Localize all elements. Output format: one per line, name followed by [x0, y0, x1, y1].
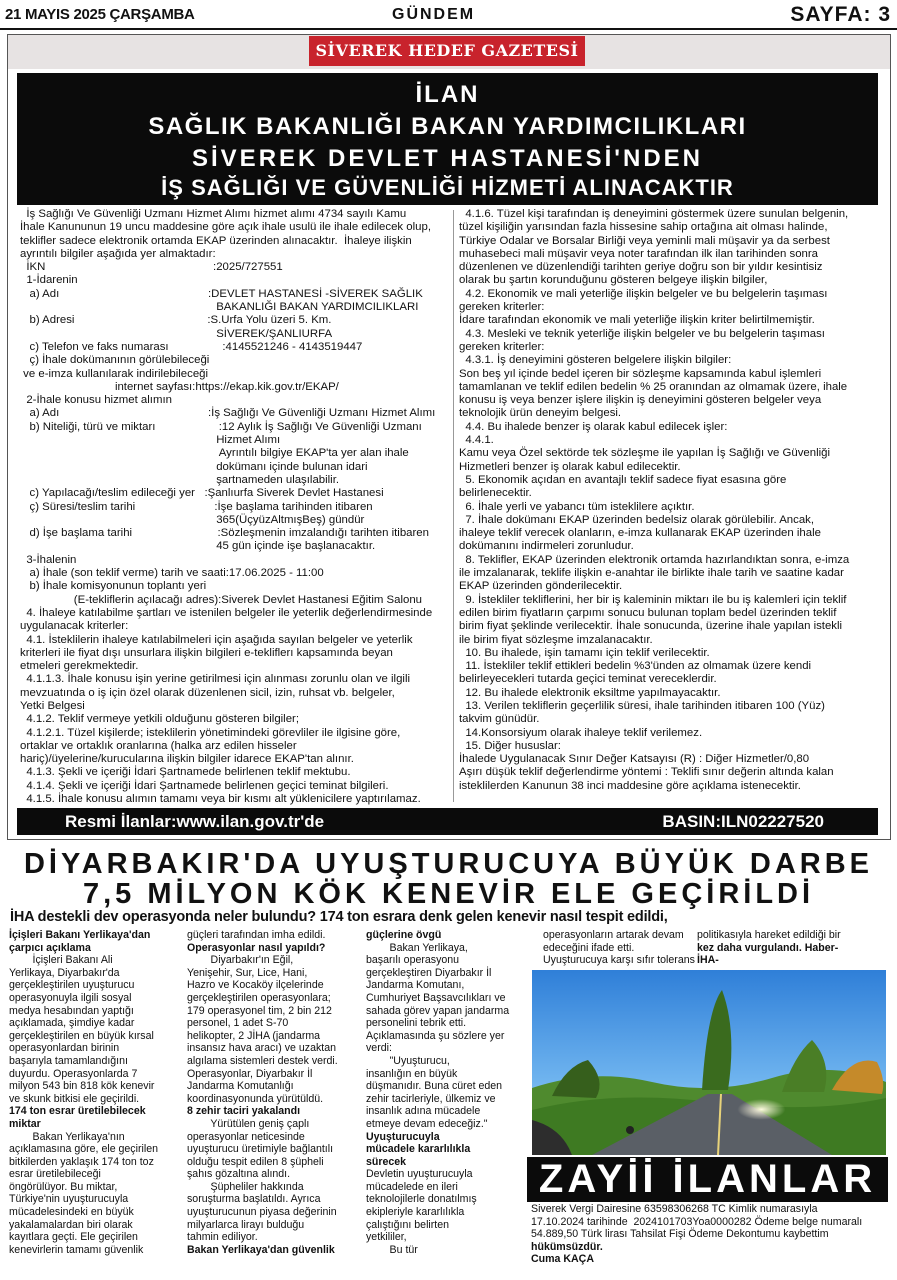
- news-text-line: operasyonlar neticesinde: [187, 1130, 305, 1143]
- news-text-line: zehir tacirleriyle, ülkemiz ve: [366, 1092, 496, 1105]
- ad-text-line: ile birim fiyat sözleşme imzalanacaktır.: [459, 633, 653, 646]
- ad-text-line: Ayrıntılı bilgiye EKAP'ta yer alan ihale: [20, 447, 409, 460]
- ad-text-line: gereken kriterler:: [459, 301, 545, 314]
- news-text-line: milyarlarca lirayı bulduğu: [187, 1218, 305, 1231]
- ad-left-column: [20, 208, 450, 806]
- news-headline-2: 7,5 MİLYON KÖK KENEVİR ELE GEÇİRİLDİ: [82, 878, 815, 910]
- news-text-line: sürecek: [366, 1155, 407, 1168]
- classified-text-line: Siverek Vergi Dairesine 63598306268 TC Kimlik numarasıyla: [531, 1203, 818, 1215]
- ad-text-line: 4.1.2.1. Tüzel kişilerde; isteklilerin yönetimindeki görevliler ile ilgisine göre,: [20, 726, 401, 739]
- news-text-line: çalıştığını belirten: [366, 1218, 450, 1231]
- ad-text-line: (E-tekliflerin açılacağı adres):Siverek Devlet Hastanesi Eğitim Salonu: [20, 593, 422, 606]
- news-text-line: teknolojilerle donatılmış: [366, 1193, 477, 1206]
- news-text-line: açıklamada, şimdiye kadar: [9, 1017, 135, 1030]
- ad-text-line: 11. İstekliler teklif ettikleri bedelin %3'ünden az olmamak üzere kendi: [459, 660, 812, 673]
- news-text-line: ekipleriyle kararlılıkla: [366, 1206, 465, 1219]
- ad-text-line: internet sayfası:https://ekap.kik.gov.tr/EKAP/: [20, 380, 339, 393]
- ad-text-line: 2-İhale konusu hizmet alımın: [20, 394, 172, 407]
- news-text-line: Uyuşturucuya karşı sıfır tolerans: [543, 954, 695, 967]
- news-column-4: [543, 929, 696, 967]
- ad-text-line: Kamu veya Özel sektörde tek sözleşme ile yapılan İş Sağlığı ve Güvenliği: [459, 447, 831, 460]
- official-ads-link[interactable]: Resmi İlanlar:www.ilan.gov.tr'de: [65, 812, 325, 831]
- news-text-line: Uyuşturucuyla: [366, 1130, 440, 1143]
- news-text-line: insansız hava aracı) ve uzaktan: [187, 1042, 336, 1055]
- ad-title-line2: SAĞLIK BAKANLIĞI BAKAN YARDIMCILIKLARI: [148, 113, 747, 140]
- news-text-line: uyuşturucunun piyasa değerinin: [187, 1206, 337, 1219]
- ad-text-line: EKAP üzerinden gönderilecektir.: [459, 580, 623, 593]
- ad-text-line: ç) İhale dokümanının görülebileceği: [20, 354, 210, 367]
- ad-text-line: b) Niteliği, türü ve miktarı :12 Aylık İş Sağlığı Ve Güvenliği Uzmanı: [20, 420, 422, 433]
- ad-text-line: İş Sağlığı Ve Güvenliği Uzmanı Hizmet Alımı hizmet alımı 4734 sayılı Kamu: [20, 208, 407, 220]
- header-rule: [0, 28, 897, 30]
- news-text-line: gerçekleştirilen en büyük kırsal: [9, 1029, 154, 1042]
- news-text-line: Yürütülen geniş çaplı: [187, 1117, 310, 1130]
- section-name: GÜNDEM: [392, 6, 476, 23]
- ad-text-line: 45 gün içinde işe başlanacaktır.: [20, 540, 376, 553]
- ad-text-line: 14.Konsorsiyum olarak ihaleye teklif verilemez.: [459, 726, 703, 739]
- ad-text-line: 4.1.2. Teklif vermeye yetkili olduğunu gösteren bilgiler;: [20, 713, 300, 726]
- ad-text-line: 3-İhalenin: [20, 553, 77, 566]
- ad-text-line: İKN :2025/727551: [20, 261, 283, 274]
- ad-title-line3: SİVEREK DEVLET HASTANESİ'NDEN: [192, 145, 703, 172]
- news-text-line: Jandarma Komutanlığı: [187, 1080, 294, 1093]
- news-text-line: tahmin ediliyor.: [187, 1231, 258, 1244]
- classified-text-line: hükümsüzdür.: [531, 1240, 603, 1253]
- news-text-line: 174 ton esrar üretilebilecek: [9, 1105, 146, 1118]
- ad-text-line: teklifler sadece elektronik ortamda EKAP üzerinden alınacaktır. İhaleye ilişkin: [20, 234, 412, 247]
- news-text-line: soruşturma başlatıldı. Ayrıca: [187, 1193, 321, 1206]
- ad-text-line: ihaleye teklif verecek olanların, e-imza kullanarak EKAP üzerinden ihale: [459, 527, 821, 540]
- ad-text-line: İhale Kanununun 19 uncu maddesine göre açık ihale usulü ile ihale edilecek olup,: [20, 221, 431, 234]
- classifieds-banner: ZAYİİ İLANLAR: [527, 1157, 888, 1202]
- ad-text-line: Yetki Belgesi: [20, 699, 85, 712]
- ad-text-line: 1-İdarenin: [20, 274, 78, 287]
- ad-text-line: uygulanacak kriterler:: [20, 620, 129, 633]
- news-column-3: [366, 929, 538, 1256]
- ad-text-line: İdare tarafından ekonomik ve mali yeterliğe ilişkin kriter belirtilmemiştir.: [459, 314, 815, 327]
- ad-text-line: ile imzalanarak, teklife ilişkin e-anahtar ile birlikte ihale tarih ve saatine kadar: [459, 567, 844, 580]
- photo-illustration: [532, 970, 886, 1155]
- classified-text-line: 17.10.2024 tarihinde 2024101703Yoa0000282 Ödeme belge numaralı: [531, 1215, 863, 1228]
- news-text-line: yetkililer,: [366, 1231, 407, 1244]
- ad-text-line: 13. Verilen tekliflerin geçerlilik süresi, ihale tarihinden itibaren 100 (Yüz): [459, 699, 825, 712]
- ad-text-line: 6. İhale yerli ve yabancı tüm isteklilere açıktır.: [459, 500, 695, 513]
- news-text-line: edeceğini ifade etti.: [543, 941, 635, 954]
- ad-text-line: 12. Bu ihalede elektronik eksiltme yapılmayacaktır.: [459, 686, 721, 699]
- ad-text-line: ç) Süresi/teslim tarihi :İşe başlama tarihinden itibaren: [20, 500, 373, 513]
- news-text-line: şahıs gözaltına alındı.: [187, 1168, 291, 1181]
- news-text-line: etmeye devam edeceğiz.": [366, 1117, 488, 1130]
- news-text-line: Operasyonlar, Diyarbakır İl: [187, 1067, 313, 1080]
- ad-text-line: 4.1.1.3. İhale konusu işin yerine getirilmesi için alınması zorunlu olan ve ilgili: [20, 673, 411, 686]
- ad-text-line: 4.1.4. Şekli ve içeriği İdari Şartnamede belirlenen geçici teminat bilgileri.: [20, 779, 389, 792]
- news-text-line: başarılı operasyonu: [366, 954, 460, 967]
- news-text-line: Şüpheliler hakkında: [187, 1180, 304, 1193]
- ad-text-line: Aşırı düşük teklif değerlendirme yöntemi : Teklifi sınır değerin altında kalan: [459, 766, 834, 779]
- ad-text-line: Hizmetleri benzer iş olarak kabul edilecektir.: [459, 460, 681, 473]
- news-text-line: Yenişehir, Sur, Lice, Hani,: [187, 966, 308, 979]
- ad-text-line: b) Adresi :S.Urfa Yolu üzeri 5. Km.: [20, 314, 332, 327]
- ad-text-line: 9. İstekliler tekliflerini, her bir iş kaleminin miktarı ile bu iş kalemleri için teklif: [459, 593, 847, 606]
- news-text-line: mücadele kararlılıkla: [366, 1143, 471, 1156]
- news-subheadline: İHA destekli dev operasyonda neler bulundu? 174 ton esrara denk gelen kenevir nasıl tespit edildi,: [10, 909, 668, 925]
- ad-text-line: 4.1.6. Tüzel kişi tarafından iş deneyimini göstermek üzere sunulan belgenin,: [459, 208, 849, 220]
- news-text-line: yakalamalardan biri olarak: [9, 1218, 133, 1231]
- ad-text-line: 4.3.1. İş deneyimini gösteren belgelere ilişkin bilgiler:: [459, 354, 732, 367]
- page-header: [0, 0, 897, 30]
- news-text-line: Türkiye'nin uyuşturucuyla: [9, 1193, 129, 1206]
- news-text-line: öngörülüyor. Bu miktar,: [9, 1180, 118, 1193]
- news-text-line: algılama sistemleri destek verdi.: [187, 1054, 338, 1067]
- news-text-line: operasyonuyla ilgili sosyal: [9, 991, 132, 1004]
- ad-text-line: etmeleri gerekmektedir.: [20, 660, 139, 673]
- news-text-line: İçişleri Bakanı Yerlikaya'dan: [9, 929, 151, 941]
- ad-text-line: gereken kriterler:: [459, 340, 545, 353]
- news-text-line: 179 operasyonel tim, 2 bin 212: [187, 1004, 332, 1017]
- ad-text-line: isteklilerden Kanunun 38 inci maddesine göre açıklama istenecektir.: [459, 779, 801, 792]
- ad-text-line: ayrıntılı bilgiler aşağıda yer almaktadır:: [20, 247, 216, 260]
- ad-text-line: düzenlenen ve düzenlendiği tarihten geriye doğru son bir yıldır kesintisiz: [459, 261, 823, 274]
- ad-text-line: 4.4.1.: [459, 434, 494, 447]
- news-column-1: [9, 929, 184, 1256]
- ad-text-line: konusu iş veya benzer işlere ilişkin iş deneyimini gösteren belgeler veya: [459, 394, 822, 407]
- news-text-line: açıklamasına göre, ele geçirilen: [9, 1143, 158, 1156]
- news-text-line: güçleri tarafından imha edildi.: [187, 929, 326, 941]
- ad-text-line: d) İşe başlama tarihi :Sözleşmenin imzalandığı tarihten itibaren: [20, 527, 429, 540]
- ad-text-line: SİVEREK/ŞANLIURFA: [20, 327, 333, 340]
- news-text-line: gerçekleştirilen operasyonlara;: [187, 991, 331, 1004]
- ad-title-line4: İŞ SAĞLIĞI VE GÜVENLİĞİ HİZMETİ ALINACAKTIR: [161, 175, 734, 200]
- ad-text-line: tüzel kişiliğin yarısından fazla hissesine sahip ortağına ait olması halinde,: [459, 221, 828, 234]
- news-text-line: duyurdu. Operasyonlarda 7: [9, 1067, 138, 1080]
- news-text-line: insanlık adına mücadele: [366, 1105, 481, 1118]
- news-text-line: Devletin uyuşturucuyla: [366, 1168, 473, 1181]
- news-text-line: medya hesabından yaptığı: [9, 1004, 134, 1017]
- ad-title-box: [17, 73, 878, 205]
- ad-text-line: 7. İhale dokümanı EKAP üzerinden bedelsiz olarak görülebilir. Ancak,: [459, 513, 815, 526]
- news-text-line: Cumhuriyet Başsavcılıkları ve: [366, 991, 506, 1004]
- news-text-line: gerçekleştiren Diyarbakır İl: [366, 966, 492, 979]
- ad-text-line: ortaklar ve ortaklık oranlarına (halka arz edilen hisseler: [20, 739, 297, 752]
- news-text-line: operasyonların artarak devam: [543, 929, 684, 941]
- news-text-line: olduğu tespit edilen 8 şüpheli: [187, 1155, 324, 1168]
- ad-text-line: dokümanını indirmeleri zorunludur.: [459, 540, 634, 553]
- ad-text-line: İhalede Uygulanacak Sınır Değer Katsayısı (R) : Diğer Hizmetler/0,80: [459, 753, 810, 766]
- ad-text-line: 4. İhaleye katılabilme şartları ve istenilen belgeler ile yeterlik değerlendirmesinde: [20, 606, 433, 619]
- news-text-line: Bakan Yerlikaya,: [366, 941, 468, 954]
- news-text-line: çarpıcı açıklama: [9, 941, 91, 954]
- ad-text-line: Türkiye Odalar ve Borsalar Birliği veya yeminli mali müşavir ya da serbest: [459, 234, 830, 247]
- news-text-line: ve skunk bitkisi ele geçirildi.: [9, 1092, 140, 1105]
- ad-text-line: c) Yapılacağı/teslim edileceği yer :Şanlıurfa Siverek Devlet Hastanesi: [20, 487, 384, 500]
- news-text-line: uyuşturucu üretimiyle bağlantılı: [187, 1143, 334, 1156]
- news-text-line: personel, 1 adet S-70: [187, 1017, 289, 1030]
- road-landscape-photo: [532, 970, 886, 1155]
- news-text-line: personelini tebrik etti.: [366, 1017, 467, 1030]
- ad-text-line: olarak bu şartın korunduğunu gösteren belgeye ilişkin bilgiler,: [459, 274, 768, 287]
- news-text-line: esrar üretilebileceği: [9, 1168, 101, 1181]
- column-divider: [453, 210, 454, 802]
- ad-text-line: 15. Diğer hususlar:: [459, 739, 561, 752]
- ad-text-line: 10. Bu ihalede, işin tamamı için teklif verilecektir.: [459, 646, 710, 659]
- ad-text-line: dokümanı içinde bulunan idari: [20, 460, 368, 473]
- ad-text-line: 4.2. Ekonomik ve mali yeterliğe ilişkin belgeler ve bu belgelerin taşıması: [459, 287, 828, 300]
- ad-text-line: şartnameden ulaşılabilir.: [20, 473, 340, 486]
- news-text-line: Diyarbakır'ın Eğil,: [187, 954, 294, 967]
- news-text-line: operasyonlardan birinin: [9, 1042, 120, 1055]
- ad-text-line: edilen birim fiyatların çarpımı sonucu bulunan toplam bedel üzerinden teklif: [459, 606, 837, 619]
- ad-footer: [17, 808, 878, 835]
- news-text-line: Bakan Yerlikaya'dan güvenlik: [187, 1243, 335, 1256]
- classified-text-line: Cuma KAÇA: [531, 1253, 594, 1266]
- ad-text-line: belirlenecektir.: [459, 487, 532, 500]
- ad-text-line: kriterleri ile fiyat dışı unsurlara ilişkin bilgileri e-tekliflerı kapsamında beyan: [20, 646, 393, 659]
- news-column-5: [697, 929, 887, 967]
- masthead-label: SİVEREK HEDEF GAZETESİ: [309, 36, 585, 66]
- ad-text-line: belirleyecekleri tutarda geçici teminat vereceklerdir.: [459, 673, 717, 686]
- ad-text-line: c) Telefon ve faks numarası :4145521246 - 4143519447: [20, 340, 363, 353]
- news-column-2: [187, 929, 363, 1256]
- news-text-line: başarıyla tamamlandığını: [9, 1054, 128, 1067]
- ad-text-line: a) İhale (son teklif verme) tarih ve saati:17.06.2025 - 11:00: [20, 567, 324, 580]
- news-text-line: insanlığın en büyük: [366, 1067, 458, 1080]
- news-headline-1: DİYARBAKIR'DA UYUŞTURUCUYA BÜYÜK DARBE: [23, 848, 874, 880]
- news-text-line: kayıtlara geçti. Ele geçirilen: [9, 1231, 138, 1244]
- news-text-line: Bu tür: [366, 1243, 418, 1256]
- news-text-line: kenevirlerin tamamı güvenlik: [9, 1243, 144, 1256]
- news-text-line: mücadelede en ileri: [366, 1180, 458, 1193]
- news-text-line: milyon 543 bin 818 kök kenevir: [9, 1080, 155, 1093]
- ad-text-line: 4.1.3. Şekli ve içeriği İdari Şartnamede belirlenen teklif mektubu.: [20, 766, 351, 779]
- ad-text-line: 4.1.5. İhale konusu alımın tamamı veya bir kısmı alt yüklenicilere yaptırılamaz.: [20, 793, 421, 806]
- classified-text-line: 54.889,50 Türk lirası Tahsilat Fişi Ödeme Dekontumu kaybettim: [531, 1228, 829, 1241]
- news-text-line: Operasyonlar nasıl yapıldı?: [187, 941, 326, 954]
- classified-ad-text: [531, 1203, 891, 1266]
- news-text-line: helikopter, 2 JİHA (jandarma: [187, 1029, 321, 1042]
- news-text-line: güçlerine övgü: [366, 929, 442, 941]
- news-text-line: Yerlikaya, Diyarbakır'da: [9, 966, 120, 979]
- news-text-line: "Uyuşturucu,: [366, 1054, 450, 1067]
- ad-text-line: 8. Teklifler, EKAP üzerinden elektronik ortamda hazırlandıktan sonra, e-imza: [459, 553, 850, 566]
- ad-text-line: hariç)/üyelerine/kurucularına ilişkin bilgiler idarece EKAP'tan alınır.: [20, 753, 354, 766]
- issue-date: 21 MAYIS 2025 ÇARŞAMBA: [5, 6, 195, 23]
- news-text-line: politikasıyla hareket edildiği bir: [697, 929, 841, 941]
- page-number: SAYFA: 3: [790, 3, 891, 26]
- news-text-line: mücadelesindeki en büyük: [9, 1206, 134, 1219]
- ad-text-line: tamamlanan ve teklif edilen bedelin % 25 oranından az olmamak üzere, ihale: [459, 380, 848, 393]
- ad-text-line: ve e-imza kullanılarak indirilebileceği: [20, 367, 209, 380]
- ad-text-line: 5. Ekonomik açıdan en avantajlı teklif sadece fiyat esasına göre: [459, 473, 787, 486]
- news-text-line: İçişleri Bakanı Ali: [9, 954, 113, 967]
- ad-text-line: 365(ÜçyüzAltmışBeş) gündür: [20, 513, 365, 526]
- news-text-line: Hazro ve Kocaköy ilçelerinde: [187, 979, 324, 992]
- ad-text-line: birim fiyat şeklinde verilecektir. İhale sonucunda, üzerine ihale yapılan istekli: [459, 620, 843, 633]
- news-text-line: verdi:: [366, 1042, 392, 1055]
- ad-text-line: Hizmet Alımı: [20, 434, 281, 447]
- ad-text-line: muhasebeci mali müşavir veya noter tarafından ilk ilan tarihinden sonra: [459, 247, 818, 260]
- news-text-line: Bakan Yerlikaya'nın: [9, 1130, 125, 1143]
- news-text-line: Açıklamasında şu sözlere yer: [366, 1029, 505, 1042]
- ad-text-line: b) İhale komisyonunun toplantı yeri: [20, 580, 207, 593]
- news-text-line: bitkilerden yaklaşık 174 ton toz: [9, 1155, 154, 1168]
- press-code: BASIN:ILN02227520: [662, 812, 824, 831]
- ad-text-line: 4.1. İsteklilerin ihaleye katılabilmeleri için aşağıda sayılan belgeler ve yeterlik: [20, 633, 413, 646]
- news-text-line: koordinasyonunda yürütüldü.: [187, 1092, 324, 1105]
- news-text-line: kez daha vurgulandı. Haber-: [697, 941, 839, 954]
- ad-text-line: a) Adı :DEVLET HASTANESİ -SİVEREK SAĞLIK: [20, 287, 423, 300]
- news-text-line: sahada görev yapan jandarma: [366, 1004, 510, 1017]
- news-text-line: İHA-: [697, 954, 719, 967]
- news-text-line: miktar: [9, 1117, 41, 1130]
- ad-text-line: BAKANLIĞI BAKAN YARDIMCILIKLARI: [20, 301, 419, 314]
- news-text-line: Jandarma Komutanı,: [366, 979, 465, 992]
- ad-title-line1: İLAN: [415, 81, 480, 108]
- ad-text-line: 4.3. Mesleki ve teknik yeterliğe ilişkin belgeler ve bu belgelerin taşıması: [459, 327, 825, 340]
- news-text-line: gerçekleştirilen uyuşturucu: [9, 979, 135, 992]
- ad-text-line: a) Adı :İş Sağlığı Ve Güvenliği Uzmanı Hizmet Alımı: [20, 407, 436, 420]
- ad-text-line: Son beş yıl içinde bedel içeren bir sözleşme kapsamında kabul işlemleri: [459, 367, 822, 380]
- ad-text-line: takvim günüdür.: [459, 713, 540, 726]
- ad-text-line: 4.4. Bu ihalede benzer iş olarak kabul edilecek işler:: [459, 420, 728, 433]
- ad-text-line: teknolojik ürün deneyim belgesi.: [459, 407, 622, 420]
- ad-text-line: mevzuatında o iş için özel olarak düzenlenen sicil, izin, ruhsat vb. belgeler,: [20, 686, 395, 699]
- ad-right-column: [459, 208, 879, 793]
- news-text-line: 8 zehir taciri yakalandı: [187, 1105, 301, 1118]
- news-text-line: düşmanıdır. Buna cüret eden: [366, 1080, 503, 1093]
